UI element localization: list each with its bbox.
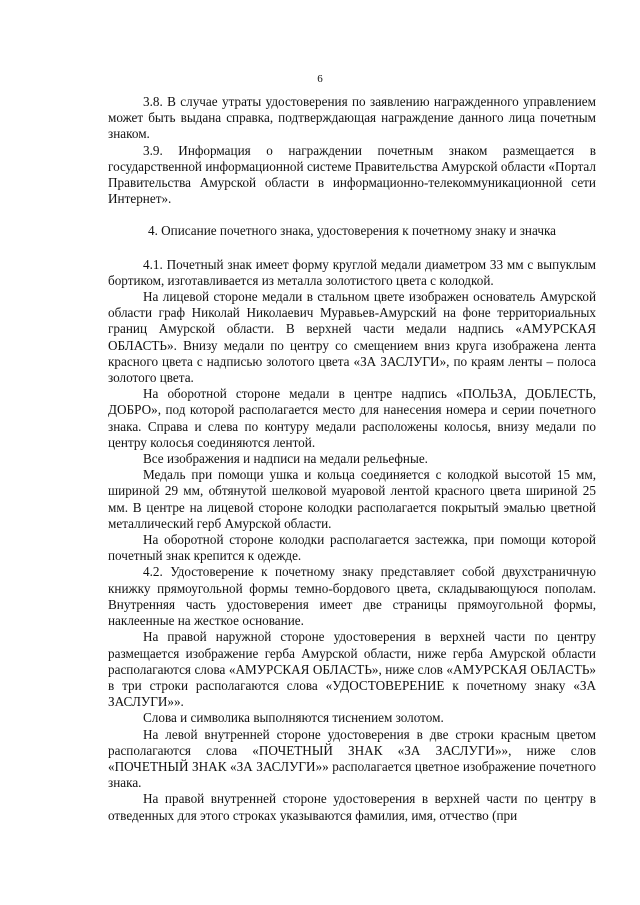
paragraph-gold-embossing: Слова и символика выполняются тиснением золотом. [143,710,444,726]
paragraph-medal-back: На оборотной стороне медали в центре надпись «ПОЛЬЗА, ДОБЛЕСТЬ, ДОБРО», под которой располагается место для нанесения номера и серии почетного знака. Справа и слева по контуру медали расположены колосья, внизу медали по центру колосья соединяются лентой. [108,386,596,450]
paragraph-certificate-outer: На правой наружной стороне удостоверения в верхней части по центру размещается изображение герба Амурской области, ниже герба Амурской области располагаются слова «АМУРСКАЯ ОБЛАСТЬ», ниже слов «АМУРСКАЯ ОБЛАСТЬ» в три строки располагаются слова «УДОСТОВЕРЕНИЕ к почетному знаку «ЗА ЗАСЛУГИ»». [108,629,596,710]
paragraph-medal-front: На лицевой стороне медали в стальном цвете изображен основатель Амурской области граф Николай Николаевич Муравьев-Амурский на фоне территориальных границ Амурской области. В верхней части медали надпись «АМУРСКАЯ ОБЛАСТЬ». Внизу медали по центру со смещением вниз круга изображена лента красного цвета с надписью золотого цвета «ЗА ЗАСЛУГИ», по краям ленты – полоса золотого цвета. [108,289,596,386]
paragraph-block-back: На оборотной стороне колодки располагается застежка, при помощи которой почетный знак крепится к одежде. [108,532,596,564]
section-heading-4: 4. Описание почетного знака, удостоверения к почетному знаку и значка [147,223,557,239]
paragraph-certificate-left: На левой внутренней стороне удостоверения в две строки красным цветом располагаются слова «ПОЧЕТНЫЙ ЗНАК «ЗА ЗАСЛУГИ»», ниже слов «ПОЧЕТНЫЙ ЗНАК «ЗА ЗАСЛУГИ»» располагается цветное изображение почетного знака. [108,726,596,791]
paragraph-4-1: 4.1. Почетный знак имеет форму круглой медали диаметром 33 мм с выпуклым бортиком, изготавливается из металла золотистого цвета с колодкой. [108,256,596,288]
paragraph-relief: Все изображения и надписи на медали рельефные. [143,451,428,467]
paragraph-3-8: 3.8. В случае утраты удостоверения по заявлению награжденного управлением может быть выдана справка, подтверждающая награждение данного лица почетным знаком. [108,94,596,142]
document-body [108,94,596,824]
paragraph-certificate-right: На правой внутренней стороне удостоверения в верхней части по центру в отведенных для этого строках указываются фамилия, имя, отчество (при [108,791,596,823]
paragraph-3-9: 3.9. Информация о награждении почетным знаком размещается в государственной информационной системе Правительства Амурской области «Портал Правительства Амурской области в информационно-телекоммуникационной сети Интернет». [108,142,596,207]
page-number: 6 [317,73,323,85]
paragraph-4-2: 4.2. Удостоверение к почетному знаку представляет собой двухстраничную книжку прямоугольной формы темно-бордового цвета, складывающуюся пополам. Внутренняя часть удостоверения имеет две страницы прямоугольной формы, наклеенные на жесткое основание. [108,564,596,629]
paragraph-medal-block: Медаль при помощи ушка и кольца соединяется с колодкой высотой 15 мм, шириной 29 мм, обтянутой шелковой муаровой лентой красного цвета шириной 25 мм. В центре на лицевой стороне колодки располагается покрытый эмалью цветной металлический герб Амурской области. [108,467,596,531]
